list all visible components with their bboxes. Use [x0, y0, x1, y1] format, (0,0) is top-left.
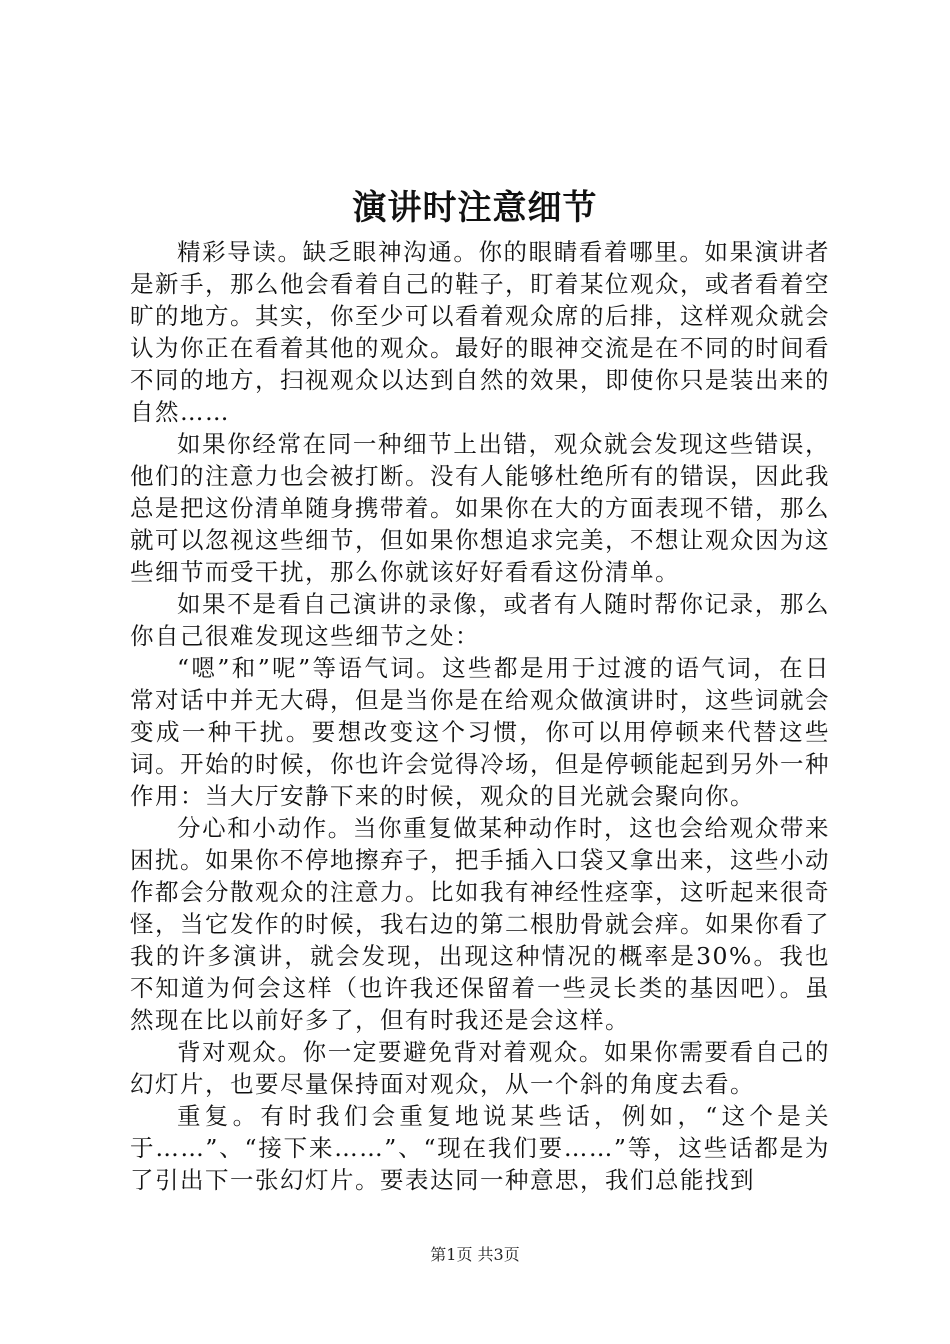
paragraph: “嗯”和”呢”等语气词。这些都是用于过渡的语气词，在日常对话中并无大碍，但是当你是在给观众做演讲时，这些词就会变成一种干扰。要想改变这个习惯，你可以用停顿来代替这些词。开始的时候，你也许会觉得冷场，但是停顿能起到另外一种作用：当大厅安静下来的时候，观众的目光就会聚向你。: [130, 654, 830, 810]
page-title: 演讲时注意细节: [352, 188, 598, 228]
paragraph: 分心和小动作。当你重复做某种动作时，这也会给观众带来困扰。如果你不停地擦弃子，把手插入口袋又拿出来，这些小动作都会分散观众的注意力。比如我有神经性痉挛，这听起来很奇怪，当它发作的时候，我右边的第二根肋骨就会痒。如果你看了我的许多演讲，就会发现，出现这种情况的概率是30%。我也不知道为何会这样（也许我还保留着一些灵长类的基因吧）。虽然现在比以前好多了，但有时我还是会这样。: [130, 814, 830, 1034]
paragraph: 如果不是看自己演讲的录像，或者有人随时帮你记录，那么你自己很难发现这些细节之处：: [130, 590, 830, 650]
paragraph: 重复。有时我们会重复地说某些话，例如，“这个是关于……”、“接下来……”、“现在我们要……”等，这些话都是为了引出下一张幻灯片。要表达同一种意思，我们总能找到: [130, 1102, 830, 1194]
paragraph: 精彩导读。缺乏眼神沟通。你的眼睛看着哪里。如果演讲者是新手，那么他会看着自己的鞋子，盯着某位观众，或者看着空旷的地方。其实，你至少可以看着观众席的后排，这样观众就会认为你正在看着其他的观众。最好的眼神交流是在不同的时间看不同的地方，扫视观众以达到自然的效果，即使你只是装出来的自然……: [130, 238, 830, 426]
paragraph: 如果你经常在同一种细节上出错，观众就会发现这些错误，他们的注意力也会被打断。没有人能够杜绝所有的错误，因此我总是把这份清单随身携带着。如果你在大的方面表现不错，那么就可以忽视这些细节，但如果你想追求完美，不想让观众因为这些细节而受干扰，那么你就该好好看看这份清单。: [130, 430, 830, 586]
page-number-footer: 第1页 共3页: [430, 1245, 520, 1264]
paragraph: 背对观众。你一定要避免背对着观众。如果你需要看自己的幻灯片，也要尽量保持面对观众，从一个斜的角度去看。: [130, 1038, 830, 1098]
document-body: [130, 236, 830, 1196]
